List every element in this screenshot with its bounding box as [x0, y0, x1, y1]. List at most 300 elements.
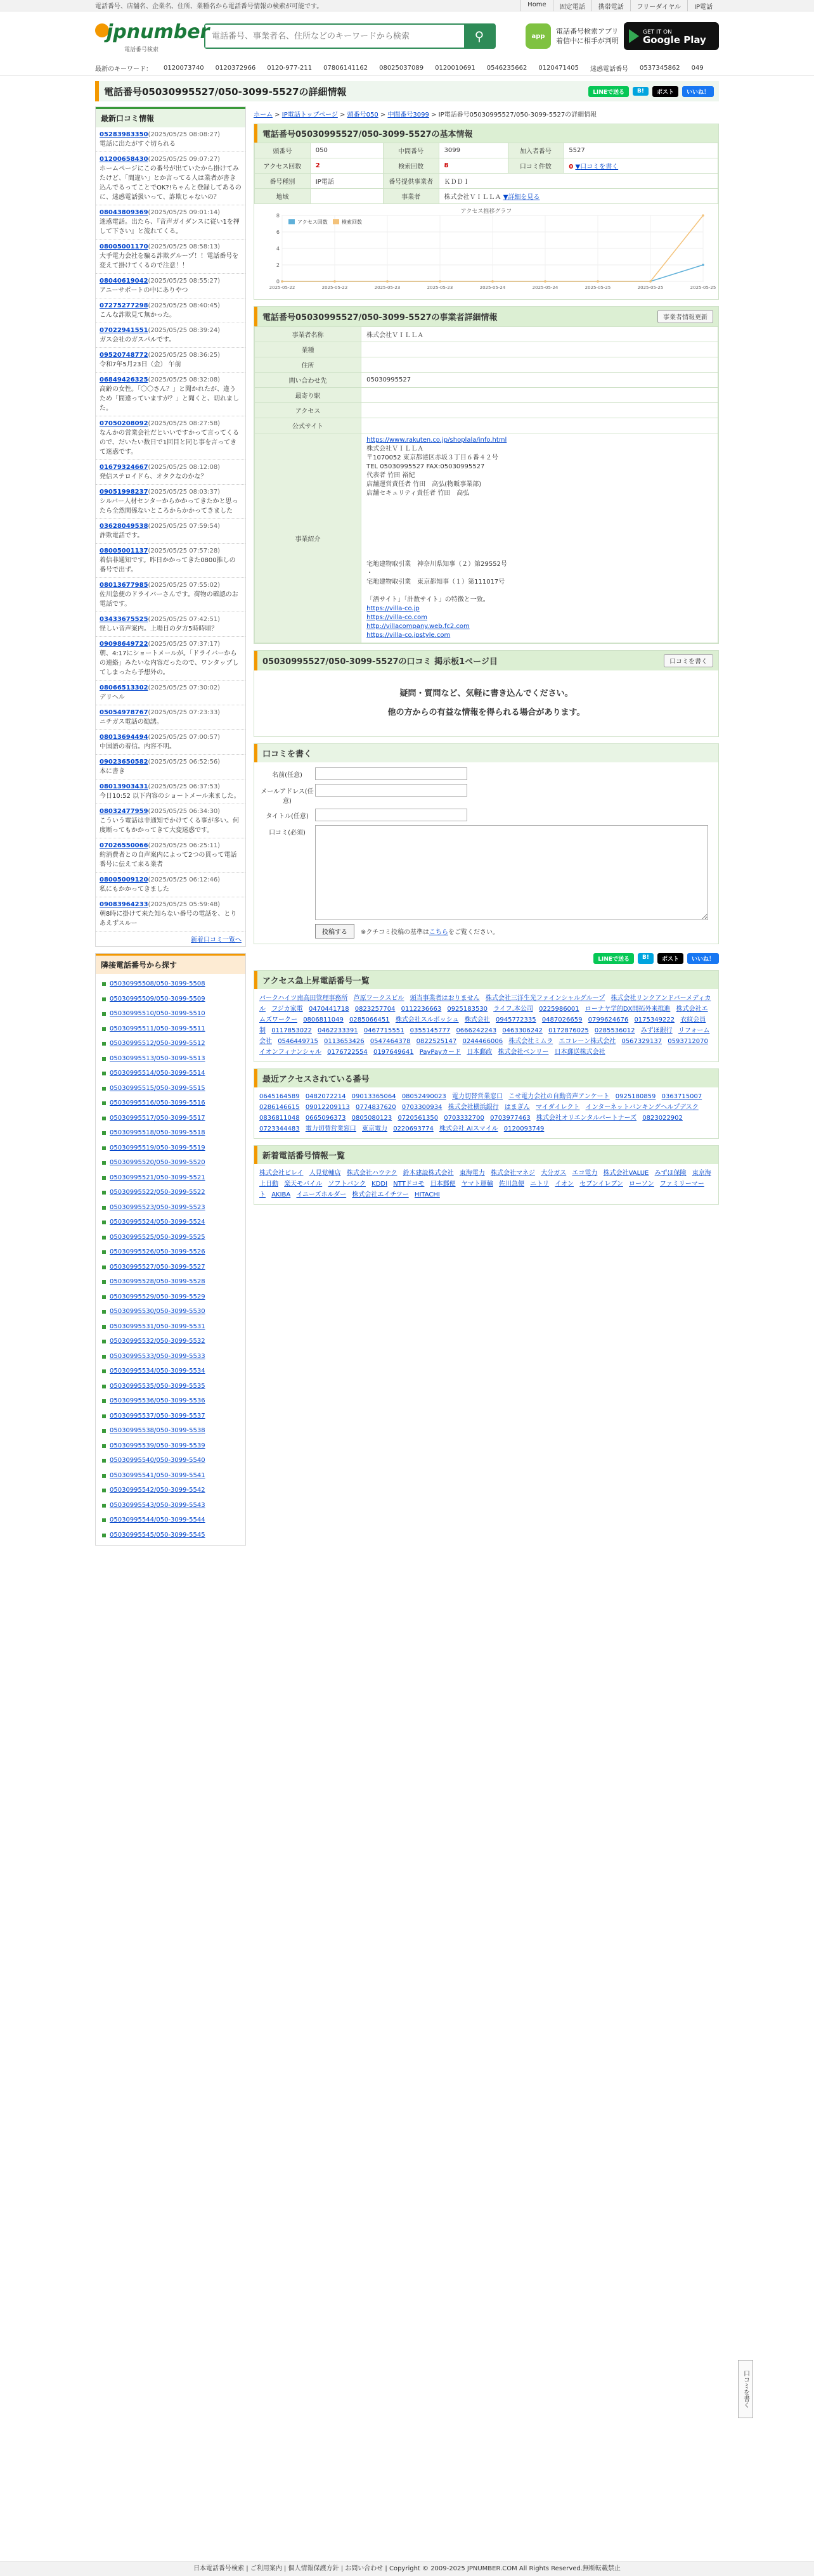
breadcrumb-middle[interactable]: 中間番号3099 — [387, 112, 429, 119]
recent-link[interactable]: 09013365064 — [351, 1093, 396, 1100]
keyword-link[interactable]: 049 — [691, 65, 704, 72]
intro-text: 宅地建物取引業 神奈川県知事（２）第29552号 — [366, 561, 507, 568]
more-comments-link[interactable]: 新着口コミ一覧へ — [191, 937, 242, 944]
rank-link[interactable]: 0470441718 — [308, 1006, 349, 1013]
rank-link[interactable]: 0175349222 — [634, 1016, 675, 1023]
comment-number-link[interactable]: 08043809369 — [100, 209, 148, 216]
rank-link[interactable]: 0823257704 — [354, 1006, 396, 1013]
rank-link[interactable]: 0806811049 — [303, 1016, 344, 1023]
newest-link[interactable]: 株式会社マネジ — [491, 1170, 536, 1177]
adjacent-number-link[interactable]: 05030995536/050-3099-5536 — [110, 1397, 205, 1404]
recent-link[interactable]: マイダイレクト — [536, 1104, 580, 1111]
adjacent-number-link[interactable]: 05030995514/050-3099-5514 — [110, 1070, 205, 1077]
keyword-link[interactable]: 0120471405 — [538, 65, 579, 72]
recent-link[interactable]: 株式会社横浜銀行 — [448, 1104, 499, 1111]
rank-link[interactable]: イオンフィナンシャル — [259, 1049, 321, 1056]
line-share-button[interactable]: LINEで送る — [588, 86, 629, 97]
rank-link[interactable]: 頭当事業者はおりません — [410, 995, 480, 1002]
newest-link[interactable]: 人見覚輔店 — [309, 1170, 341, 1177]
comment-item — [96, 755, 245, 779]
comment-body: アニーサポートの中にありやつ — [100, 287, 188, 294]
recent-link[interactable]: 0703977463 — [490, 1115, 531, 1122]
newest-link[interactable]: AKIBA — [271, 1191, 291, 1198]
rank-link[interactable]: 株式会社三洋生光ファインシャルグループ — [485, 995, 605, 1002]
comment-item — [96, 127, 245, 152]
recent-heading: 最近アクセスされている番号 — [254, 1069, 718, 1087]
recent-link[interactable]: 東京電力 — [362, 1125, 387, 1132]
rank-link[interactable]: 0244466006 — [462, 1038, 503, 1045]
comment-item — [96, 240, 245, 274]
access-count: 2 — [310, 158, 383, 174]
adjacent-number-link[interactable]: 05030995542/050-3099-5542 — [110, 1487, 205, 1494]
rank-link[interactable]: 株式会社スルボッシュ — [395, 1016, 459, 1023]
update-business-button[interactable]: 事業者情報更新 — [657, 310, 713, 323]
recent-link[interactable]: こせ電力会社の自動音声アンケート — [508, 1093, 610, 1100]
adjacent-number-link[interactable]: 05030995540/050-3099-5540 — [110, 1457, 205, 1464]
intro-line — [366, 542, 713, 551]
newest-link[interactable]: イオン — [555, 1181, 574, 1188]
intro-link — [366, 622, 713, 631]
rank-link[interactable]: 芦原ワークスビル — [353, 995, 404, 1002]
rank-link[interactable]: 0285066451 — [349, 1016, 390, 1023]
recent-link[interactable]: 0723344483 — [259, 1125, 300, 1132]
intro-text: 株式会社ＶＩＬＬＡ — [366, 445, 424, 452]
intro-url-link[interactable]: https://villa-co.com — [366, 614, 427, 621]
submit-review-button[interactable]: 投稿する — [315, 924, 354, 939]
newest-link[interactable]: 佐川急便 — [498, 1181, 524, 1188]
comment-number-link[interactable]: 01200658430 — [100, 156, 148, 163]
rank-link[interactable]: みずほ銀行 — [640, 1027, 673, 1034]
keyword-link[interactable]: 0537345862 — [639, 65, 680, 72]
comment-date: (2025/05/25 08:12:08) — [148, 464, 221, 471]
rank-link[interactable]: パークハイツ南高田管理事務所 — [259, 995, 348, 1002]
business-name: 株式会社ＶＩＬＬＡ — [361, 327, 718, 342]
x-post-button[interactable]: ポスト — [657, 953, 683, 964]
adjacent-number-link[interactable]: 05030995537/050-3099-5537 — [110, 1412, 205, 1419]
search-icon: ⚲ — [474, 29, 484, 44]
adjacent-number-link[interactable]: 05030995516/050-3099-5516 — [110, 1099, 205, 1106]
comment-number-link[interactable]: 08005009120 — [100, 876, 148, 883]
recent-link[interactable]: インターネットバンキングヘルプデスク — [585, 1104, 699, 1111]
adjacent-number-link[interactable]: 05030995520/050-3099-5520 — [110, 1159, 205, 1166]
hatena-button[interactable]: B! — [633, 87, 649, 96]
recent-link[interactable]: 0805080123 — [351, 1115, 392, 1122]
comment-body: こんな詐欺見て無かった。 — [100, 312, 176, 319]
chart-y-tick: 0 — [276, 279, 280, 285]
trending-heading: アクセス急上昇電話番号一覧 — [254, 971, 718, 989]
adjacent-number-link[interactable]: 05030995533/050-3099-5533 — [110, 1352, 205, 1360]
newest-link[interactable]: 東海電力 — [459, 1170, 485, 1177]
adjacent-number-link[interactable]: 05030995530/050-3099-5530 — [110, 1308, 205, 1315]
rank-link[interactable]: 0546449715 — [278, 1038, 318, 1045]
title-input[interactable] — [315, 809, 467, 821]
intro-line — [366, 596, 713, 605]
rank-link[interactable]: 0593712070 — [668, 1038, 708, 1045]
intro-line — [366, 578, 713, 587]
rank-link[interactable]: 0799624676 — [588, 1016, 629, 1023]
rank-link[interactable]: 0666242243 — [456, 1027, 497, 1034]
rank-link[interactable]: 0463306242 — [502, 1027, 543, 1034]
rank-link[interactable]: 0567329137 — [621, 1038, 662, 1045]
comment-item — [96, 612, 245, 637]
adjacent-number-link[interactable]: 05030995539/050-3099-5539 — [110, 1442, 205, 1449]
rank-link[interactable]: 0197649641 — [373, 1049, 414, 1056]
comment-body: 迷惑電話。出たら、『音声ガイダンスに従い1を押して下さい』と流れてくる。 — [100, 219, 240, 235]
newest-link[interactable]: ヤマト運輸 — [461, 1181, 493, 1188]
adjacent-number-item — [102, 1439, 239, 1454]
intro-line — [366, 454, 713, 463]
comment-date: (2025/05/25 07:59:54) — [148, 523, 221, 530]
keyword-link[interactable]: 0546235662 — [486, 65, 527, 72]
rank-link[interactable]: 0176722554 — [327, 1049, 368, 1056]
comment-item — [96, 323, 245, 348]
newest-link[interactable]: KDDI — [371, 1181, 388, 1188]
adjacent-number-link[interactable]: 05030995541/050-3099-5541 — [110, 1471, 205, 1479]
newest-link[interactable]: エコ電力 — [572, 1170, 598, 1177]
adjacent-number-link[interactable]: 05030995524/050-3099-5524 — [110, 1219, 205, 1226]
business-detail-link[interactable]: ▼詳細を見る — [503, 194, 540, 201]
adjacent-number-link[interactable]: 05030995538/050-3099-5538 — [110, 1427, 205, 1434]
site-logo[interactable]: jpnumber 電話番号検索 — [95, 17, 197, 55]
adjacent-number-link[interactable]: 05030995522/050-3099-5522 — [110, 1189, 205, 1196]
review-textarea[interactable] — [315, 825, 708, 920]
newest-heading: 新着電話番号情報一覧 — [254, 1146, 718, 1164]
rank-link[interactable]: 株式会社ベンリー — [498, 1049, 549, 1056]
guideline-link[interactable]: こちら — [429, 929, 448, 936]
adjacent-number-link[interactable]: 05030995529/050-3099-5529 — [110, 1293, 205, 1300]
adjacent-number-link[interactable]: 05030995509/050-3099-5509 — [110, 995, 205, 1003]
recent-link[interactable]: 0720561350 — [397, 1115, 439, 1122]
comment-body: 朝、4:17にショートメールが。「ドライバーからの連絡」みたいな内容だったので、ワンタップしてしまったら予想外の。 — [100, 650, 239, 676]
recent-link[interactable]: 0823022902 — [642, 1115, 683, 1122]
facebook-like-button[interactable]: いいね！ — [687, 953, 719, 964]
comment-number-link[interactable]: 08040619042 — [100, 278, 148, 285]
top-link-mobile[interactable]: 携帯電話 — [591, 0, 630, 11]
comment-number-link[interactable]: 01679324667 — [100, 464, 148, 471]
comment-number-link[interactable]: 03433675525 — [100, 616, 148, 623]
email-input[interactable] — [315, 784, 467, 797]
adjacent-number-item — [102, 1334, 239, 1349]
top-link-freedial[interactable]: フリーダイヤル — [630, 0, 687, 11]
recent-link[interactable]: 株式会社 AIスマイル — [439, 1125, 498, 1132]
comment-item — [96, 838, 245, 873]
recent-link[interactable]: 株式会社オリエンタルパートナーズ — [536, 1115, 637, 1122]
adjacent-number-link[interactable]: 05030995531/050-3099-5531 — [110, 1323, 205, 1330]
recent-link[interactable]: 電力切替営業窓口 — [305, 1125, 356, 1132]
recent-link[interactable]: 08052490023 — [401, 1093, 446, 1100]
breadcrumb-prefix[interactable]: 頭番号050 — [347, 112, 378, 119]
search-button[interactable] — [464, 25, 494, 48]
rank-link[interactable]: 衣紋会員制 — [259, 1016, 706, 1034]
newest-link[interactable]: ソフトバンク — [328, 1181, 366, 1188]
rank-link[interactable]: ライフ.本公司 — [493, 1006, 533, 1013]
comment-item — [96, 779, 245, 804]
comment-body: 着信非通知です。昨日かかってきた0800推しの番号で出ず。 — [100, 557, 236, 574]
adjacent-number-item — [102, 1319, 239, 1335]
review-form-section: 口コミを書く 名前(任意) メールアドレス(任意) タイトル(任意) 口コミ(必須) 投稿する ※クチコミ投稿の基準はこちらをご覧ください。 — [254, 743, 719, 944]
adjacent-number-link[interactable]: 05030995510/050-3099-5510 — [110, 1010, 205, 1017]
intro-link — [366, 436, 713, 445]
intro-line — [366, 445, 713, 454]
newest-link[interactable]: ファミリーマート — [259, 1181, 704, 1198]
reviews-empty-line2: 他の方からの有益な情報を得られる場合があります。 — [387, 708, 585, 717]
rank-link[interactable]: 株式会社リンクアンドバーメディカル — [259, 995, 711, 1013]
rank-link[interactable]: ローナヤ学的DX開拓外来推進 — [585, 1006, 671, 1013]
intro-line — [366, 534, 713, 542]
adjacent-number-item — [102, 1528, 239, 1543]
recent-link[interactable]: 電力切替営業窓口 — [452, 1093, 503, 1100]
comment-item — [96, 730, 245, 755]
recent-link[interactable]: 0220693774 — [393, 1125, 434, 1132]
intro-text: 〒1070052 東京都港区赤坂３丁目６番４２号 — [366, 454, 498, 461]
top-link-fixed[interactable]: 固定電話 — [553, 0, 591, 11]
newest-link[interactable]: ニトリ — [530, 1181, 550, 1188]
recent-link[interactable]: 0836811048 — [259, 1115, 300, 1122]
recent-link[interactable]: 0665096373 — [305, 1115, 346, 1122]
adjacent-number-link[interactable]: 05030995508/050-3099-5508 — [110, 980, 205, 987]
recent-link[interactable]: 0774837620 — [356, 1104, 396, 1111]
comment-number-link[interactable]: 03628049538 — [100, 523, 148, 530]
rank-link[interactable]: 0547464378 — [370, 1038, 411, 1045]
adjacent-number-link[interactable]: 05030995532/050-3099-5532 — [110, 1338, 205, 1345]
rank-link[interactable]: 株式会社ミムラ — [508, 1038, 553, 1045]
hatena-button[interactable]: B! — [638, 953, 654, 964]
keyword-link[interactable]: 0120-977-211 — [267, 65, 313, 72]
intro-url-link[interactable]: https://www.rakuten.co.jp/shoplala/info.html — [366, 437, 507, 444]
intro-url-link[interactable]: https://villa-co.jpstyle.com — [366, 632, 451, 639]
adjacent-number-item — [102, 1006, 239, 1022]
comment-item — [96, 705, 245, 730]
comment-item — [96, 348, 245, 373]
adjacent-number-link[interactable]: 05030995545/050-3099-5545 — [110, 1531, 205, 1539]
page-title-bar — [95, 81, 719, 101]
play-icon — [629, 29, 639, 43]
comment-date: (2025/05/25 07:00:57) — [148, 734, 221, 741]
comment-body: 発信ステロイドら、オタクなのかな？ — [100, 473, 207, 480]
rank-link[interactable]: 0172876025 — [548, 1027, 589, 1034]
comment-number-link[interactable]: 08013903431 — [100, 783, 148, 790]
newest-link[interactable]: 株式会社VALUE — [603, 1170, 649, 1177]
adjacent-number-link[interactable]: 05030995525/050-3099-5525 — [110, 1233, 205, 1241]
comment-number-link[interactable]: 08013694494 — [100, 734, 148, 741]
top-bar — [0, 0, 814, 11]
comment-body: 私にもかかってきました — [100, 886, 169, 893]
comment-number-link[interactable]: 08032477959 — [100, 808, 148, 815]
rank-link[interactable]: 0487026659 — [541, 1016, 583, 1023]
top-links — [520, 0, 719, 11]
newest-link[interactable]: 株式会社ビレイ — [259, 1170, 304, 1177]
adjacent-number-link[interactable]: 05030995517/050-3099-5517 — [110, 1114, 205, 1122]
comment-body: デリヘル — [100, 694, 125, 701]
line-share-button[interactable]: LINEで送る — [593, 953, 634, 964]
recent-link[interactable]: 0703300934 — [401, 1104, 443, 1111]
rank-link[interactable]: 日本郵政 — [467, 1049, 493, 1056]
keyword-link[interactable]: 0120073740 — [164, 65, 204, 72]
adjacent-number-link[interactable]: 05030995527/050-3099-5527 — [110, 1263, 205, 1271]
comment-number-link[interactable]: 08005001137 — [100, 548, 148, 554]
chart-x-tick: 2025-05-25 — [690, 285, 716, 290]
comment-date: (2025/05/25 06:12:46) — [148, 876, 221, 883]
newest-link[interactable]: ローソン — [629, 1181, 654, 1188]
adjacent-number-item — [102, 1096, 239, 1111]
share-row — [254, 951, 719, 970]
business-detail-section — [254, 306, 719, 644]
comment-number-link[interactable]: 09520748772 — [100, 352, 148, 359]
write-review-button[interactable]: 口コミを書く — [664, 654, 713, 667]
search-input[interactable] — [205, 25, 464, 48]
write-review-link[interactable]: ▼口コミを書く — [575, 163, 619, 170]
keyword-link[interactable]: 迷惑電話番号 — [590, 66, 628, 73]
adjacent-number-link[interactable]: 05030995543/050-3099-5543 — [110, 1501, 205, 1509]
rank-link[interactable]: 0822525147 — [416, 1038, 457, 1045]
intro-url-link[interactable]: https://villa-co.jp — [366, 605, 420, 612]
recent-link[interactable]: 0286146615 — [259, 1104, 300, 1111]
recent-link[interactable]: はまぎん — [504, 1104, 530, 1111]
keyword-link[interactable]: 0120010691 — [435, 65, 475, 72]
keyword-link[interactable]: 0120372966 — [215, 65, 256, 72]
comment-date: (2025/05/25 07:30:02) — [148, 684, 221, 691]
adjacent-number-link[interactable]: 05030995526/050-3099-5526 — [110, 1248, 205, 1255]
adjacent-number-link[interactable]: 05030995528/050-3099-5528 — [110, 1278, 205, 1285]
comment-number-link[interactable]: 07022941551 — [100, 327, 148, 334]
rank-link[interactable]: PayPayカード — [419, 1049, 462, 1056]
rank-link[interactable]: 0225986001 — [539, 1006, 579, 1013]
business-contact: 05030995527 — [361, 373, 718, 388]
comment-number-link[interactable]: 05283983350 — [100, 131, 148, 138]
floating-review-button[interactable]: 口コミを書く — [738, 2360, 753, 2418]
recent-link[interactable]: 0363715007 — [661, 1093, 702, 1100]
rank-link[interactable]: 株式会社エムズワークー — [259, 1006, 708, 1023]
reviews-section — [254, 650, 719, 737]
name-input[interactable] — [315, 767, 467, 780]
adjacent-number-item — [102, 1185, 239, 1200]
newest-link[interactable]: イニーズホルダー — [296, 1191, 347, 1198]
facebook-like-button[interactable]: いいね！ — [682, 86, 714, 97]
newest-link[interactable]: セブンイレブン — [579, 1181, 623, 1188]
newest-link[interactable]: 株式会社ハウテク — [346, 1170, 397, 1177]
recent-link[interactable]: 0482072214 — [305, 1093, 346, 1100]
comment-number-link[interactable]: 06849426325 — [100, 376, 148, 383]
rank-link[interactable]: 0112236663 — [401, 1006, 442, 1013]
top-link-ip[interactable]: IP電話 — [687, 0, 719, 11]
intro-url-link[interactable]: http://villacompany.web.fc2.com — [366, 623, 470, 630]
adjacent-number-link[interactable]: 05030995515/050-3099-5515 — [110, 1084, 205, 1092]
comment-number-link[interactable]: 05054978767 — [100, 709, 148, 716]
comment-number-link[interactable]: 08066513302 — [100, 684, 148, 691]
chart-x-tick: 2025-05-25 — [637, 285, 664, 290]
chart-legend-swatch — [333, 219, 339, 224]
adjacent-number-link[interactable]: 05030995518/050-3099-5518 — [110, 1129, 205, 1136]
chart-point — [386, 280, 389, 283]
rank-link[interactable]: 0462233391 — [318, 1027, 358, 1034]
rank-link[interactable]: 0285536012 — [594, 1027, 635, 1034]
comment-number-link[interactable]: 07275277298 — [100, 302, 148, 309]
recent-link[interactable]: 09012209113 — [305, 1104, 350, 1111]
adjacent-number-link[interactable]: 05030995534/050-3099-5534 — [110, 1368, 205, 1375]
top-link-home[interactable]: Home — [520, 0, 553, 11]
adjacent-number-item — [102, 1394, 239, 1409]
chart-legend-label: アクセス回数 — [297, 219, 328, 225]
comment-number-link[interactable]: 09083964233 — [100, 901, 148, 908]
adjacent-number-link[interactable]: 05030995521/050-3099-5521 — [110, 1174, 205, 1181]
newest-link[interactable]: 楽天モバイル — [284, 1181, 323, 1188]
newest-numbers-section — [254, 1145, 719, 1205]
recent-link[interactable]: 0645164589 — [259, 1093, 300, 1100]
newest-link[interactable]: 東京海上日動 — [259, 1170, 711, 1188]
rank-link[interactable]: フジカ家電 — [271, 1006, 303, 1013]
adjacent-number-item — [102, 1498, 239, 1513]
x-post-button[interactable]: ポスト — [652, 86, 678, 97]
rank-link[interactable]: 0117853022 — [271, 1027, 312, 1034]
search-form — [204, 23, 496, 49]
adjacent-number-link[interactable]: 05030995519/050-3099-5519 — [110, 1144, 205, 1151]
newest-link[interactable]: 鈴木建設株式会社 — [403, 1170, 454, 1177]
comment-number-link[interactable]: 09051998237 — [100, 489, 148, 496]
newest-link[interactable]: 日本郵便 — [430, 1181, 456, 1188]
intro-line — [366, 498, 713, 507]
site-description: 電話番号、店舗名、企業名、住所、業種名から電話番号情報の検索が可能です。 — [95, 3, 323, 10]
google-play-badge[interactable]: GET IT ON Google Play — [624, 22, 719, 50]
intro-line — [366, 525, 713, 534]
newest-link[interactable]: HITACHI — [414, 1191, 440, 1198]
chart-point — [439, 280, 441, 283]
comment-number-link[interactable]: 07026550066 — [100, 842, 148, 849]
recent-link[interactable]: 0925180859 — [615, 1093, 656, 1100]
rank-link[interactable]: 0355145777 — [410, 1027, 451, 1034]
newest-link[interactable]: NTTドコモ — [393, 1181, 425, 1188]
rank-link[interactable]: 0467715551 — [363, 1027, 404, 1034]
intro-text: 「酒サイト」「計数サイト」の特徴と一致。 — [366, 596, 489, 603]
adjacent-number-link[interactable]: 05030995523/050-3099-5523 — [110, 1203, 205, 1211]
intro-line — [366, 489, 713, 498]
rank-link[interactable]: 日本郵送株式会社 — [554, 1049, 605, 1056]
basic-info-table: 頭番号 050 中間番号 3099 加入者番号 5527 アクセス回数 2 検索回数 8 口コミ件数 0 ▼口コミを書く 番号種別 IP電話 番号提供事業者 ＫＤＤＩ 地域 事業者 株式会社ＶＩＬＬＡ ▼詳細を見る — [254, 143, 718, 204]
adjacent-number-link[interactable]: 05030995511/050-3099-5511 — [110, 1025, 205, 1032]
adjacent-number-item — [102, 1260, 239, 1275]
adjacent-number-link[interactable]: 05030995535/050-3099-5535 — [110, 1382, 205, 1390]
rank-link[interactable]: 0925183530 — [447, 1006, 488, 1013]
adjacent-number-link[interactable]: 05030995544/050-3099-5544 — [110, 1516, 205, 1523]
newest-link[interactable]: 株式会社エイチツー — [352, 1191, 409, 1198]
rank-link[interactable]: エコレーン株式会社 — [559, 1038, 616, 1045]
adjacent-number-link[interactable]: 05030995512/050-3099-5512 — [110, 1040, 205, 1047]
keyword-link[interactable]: 08025037089 — [379, 65, 424, 72]
newest-link[interactable]: みずほ保険 — [654, 1170, 687, 1177]
comment-number-link[interactable]: 08013677985 — [100, 582, 148, 589]
recent-link[interactable]: 0120093749 — [503, 1125, 545, 1132]
keyword-link[interactable]: 07806141162 — [323, 65, 368, 72]
breadcrumb-home[interactable]: ホーム — [254, 112, 273, 119]
newest-link[interactable]: 大分ガス — [541, 1170, 567, 1177]
recent-link[interactable]: 0703332700 — [444, 1115, 484, 1122]
comment-number-link[interactable]: 08005001170 — [100, 243, 148, 250]
rank-link[interactable]: 株式会社 — [464, 1016, 490, 1023]
comment-number-link[interactable]: 09098649722 — [100, 641, 148, 648]
rank-link[interactable]: リフォーム会社 — [259, 1027, 710, 1045]
comment-number-link[interactable]: 07050208092 — [100, 420, 148, 427]
main-content — [254, 106, 719, 1211]
app-ad[interactable]: app 電話番号検索アプリ 着信中に相手が判明 GET IT ON Google Play — [526, 22, 719, 50]
rank-link[interactable]: 0945772335 — [496, 1016, 536, 1023]
business-detail-heading: 電話番号05030995527/050-3099-5527の事業者詳細情報 — [262, 313, 498, 323]
comment-date: (2025/05/25 08:55:27) — [148, 278, 221, 285]
chart-title: アクセス推移グラフ — [460, 208, 512, 215]
review-count: 0 — [569, 163, 574, 170]
breadcrumb-ip[interactable]: IP電話トップページ — [281, 112, 338, 119]
rank-link[interactable]: 0113653426 — [324, 1038, 365, 1045]
comment-number-link[interactable]: 09023650582 — [100, 759, 148, 766]
adjacent-number-link[interactable]: 05030995513/050-3099-5513 — [110, 1054, 205, 1062]
